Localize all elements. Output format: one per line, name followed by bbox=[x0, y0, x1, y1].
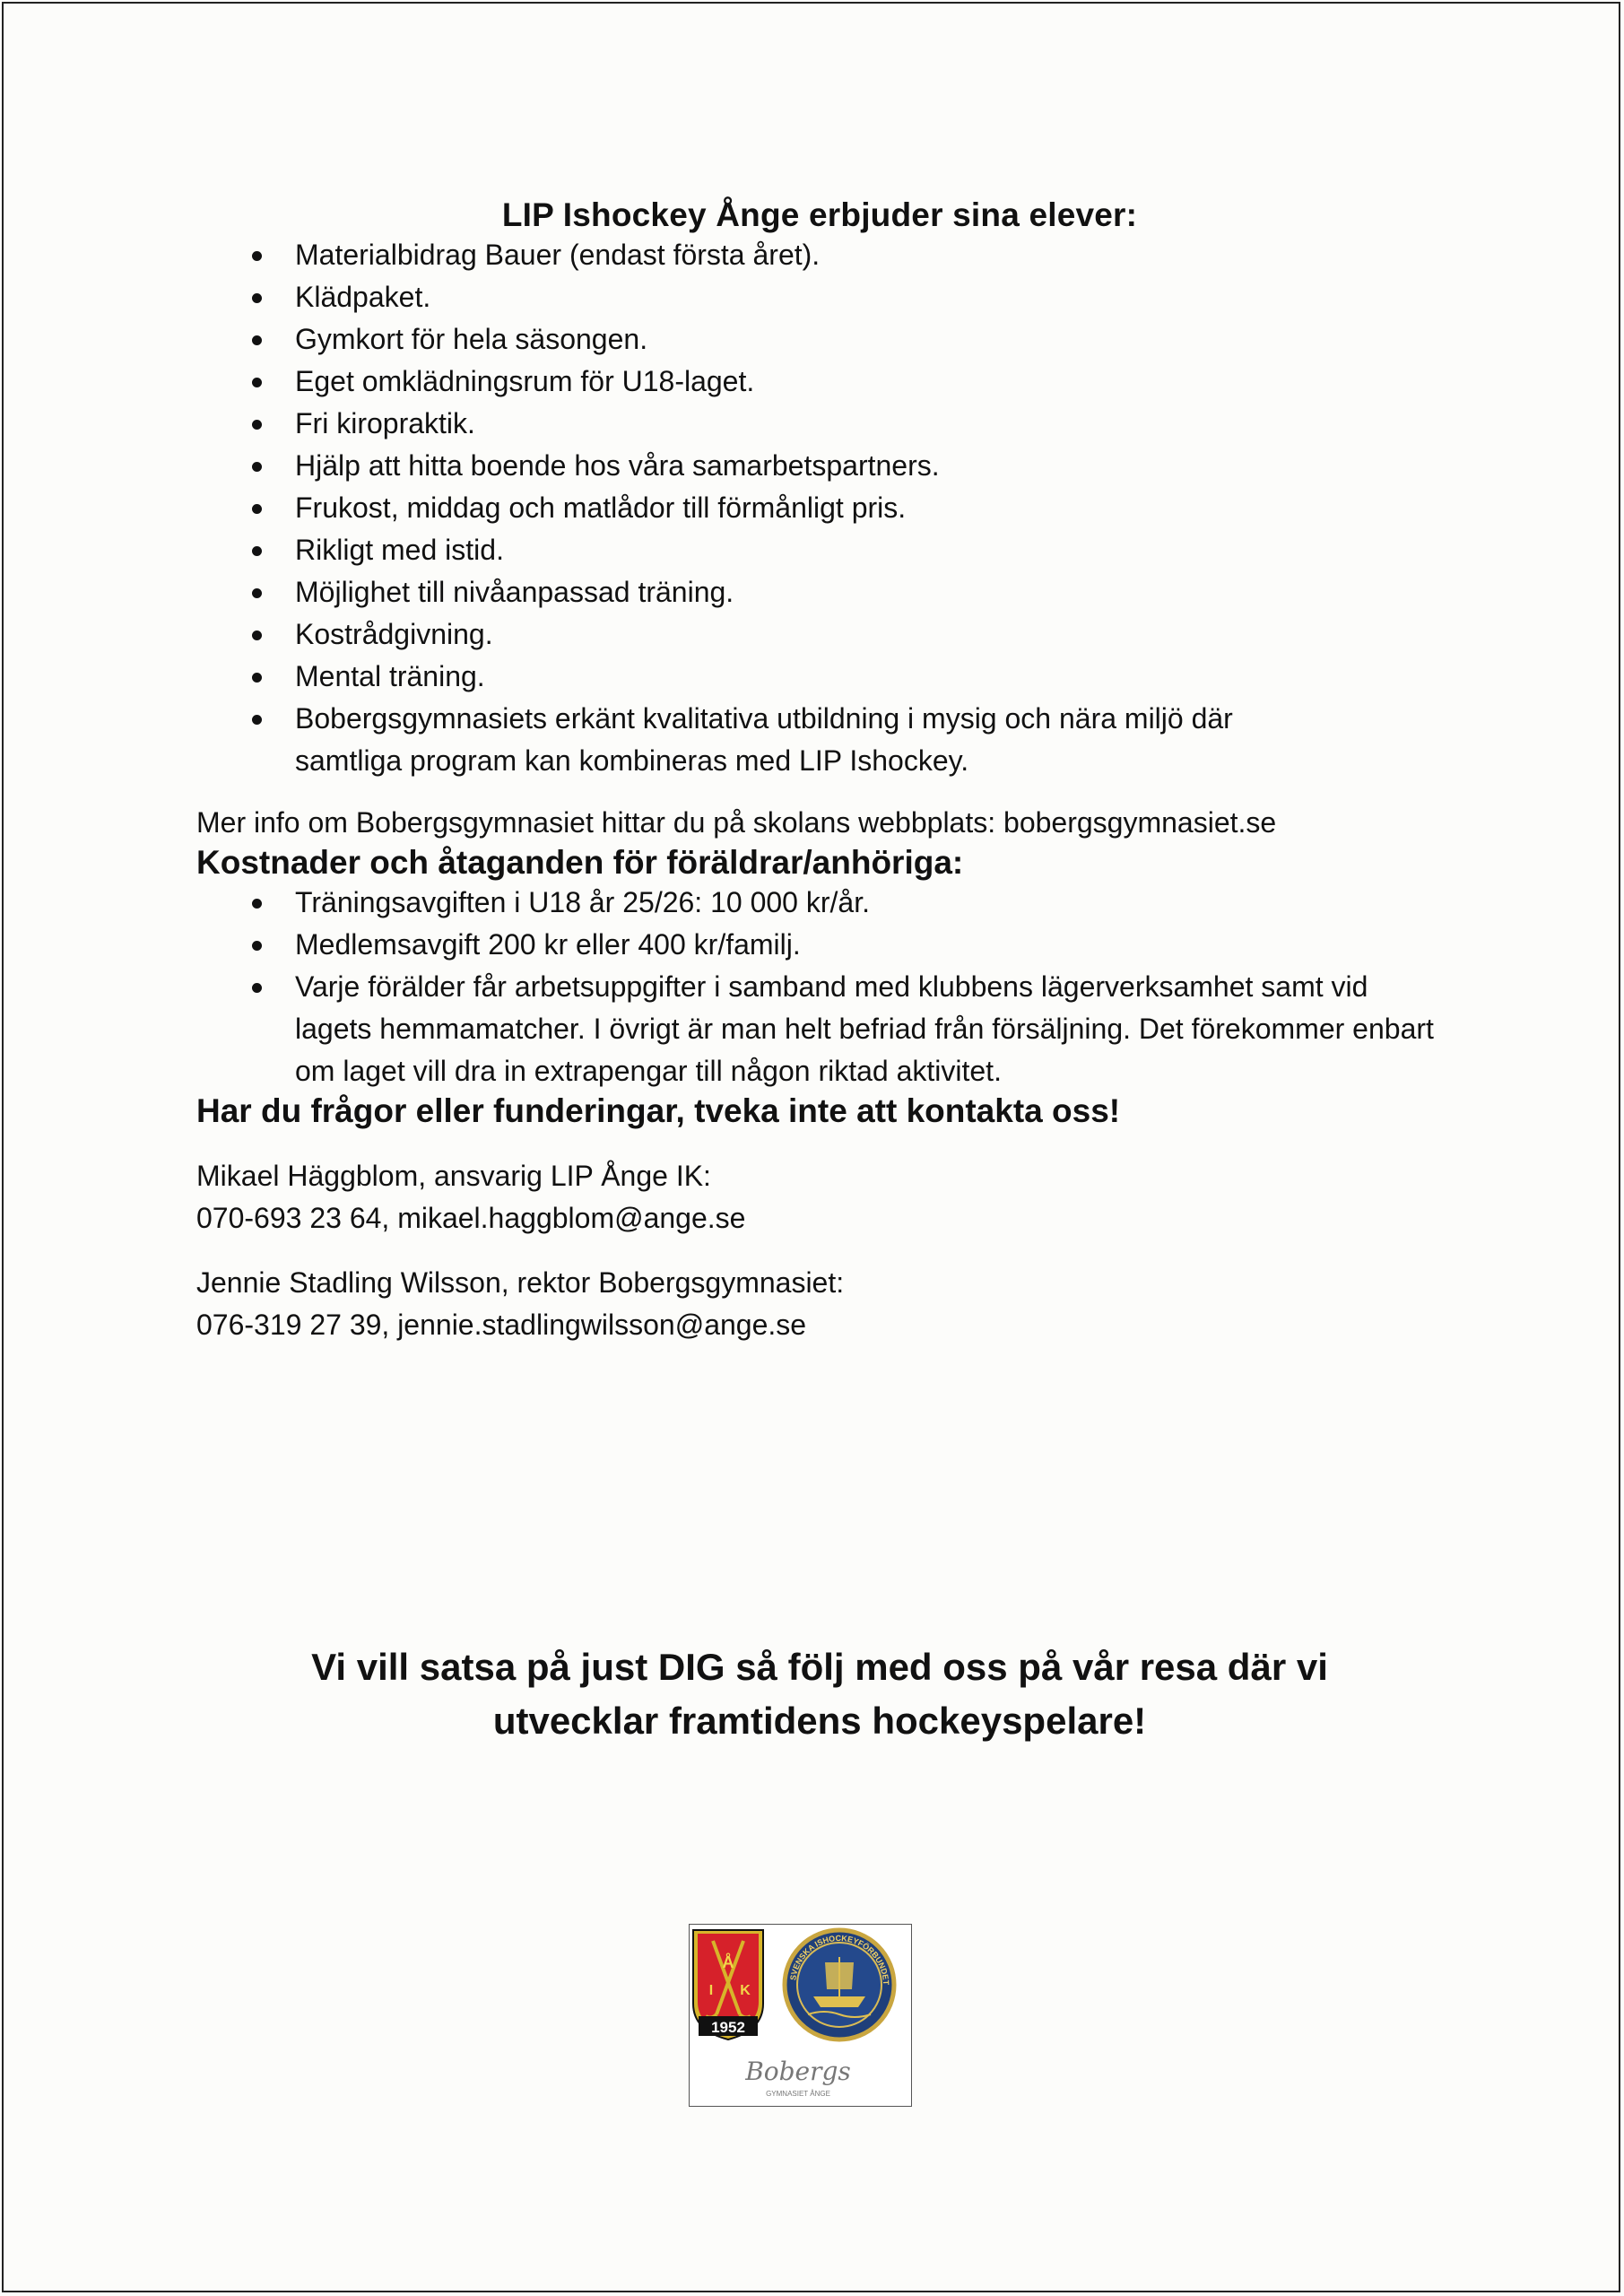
list-item: Medlemsavgift 200 kr eller 400 kr/familj. bbox=[196, 924, 1443, 966]
club-year: 1952 bbox=[711, 2019, 745, 2036]
list-item: Fri kiropraktik. bbox=[196, 403, 1443, 445]
logo-graphics bbox=[690, 1925, 910, 2105]
bullet-icon bbox=[252, 420, 262, 430]
bullet-icon bbox=[252, 335, 262, 345]
contact-1-details: 070-693 23 64, mikael.haggblom@ange.se bbox=[196, 1202, 746, 1234]
bullet-icon bbox=[252, 631, 262, 640]
bullet-icon bbox=[252, 941, 262, 951]
list-item: Rikligt med istid. bbox=[196, 529, 1443, 571]
bullet-icon bbox=[252, 378, 262, 387]
school-name: Bobergs bbox=[745, 2057, 851, 2086]
logo-panel bbox=[689, 1924, 912, 2107]
bullet-icon bbox=[252, 673, 262, 683]
list-item: Möjlighet till nivåanpassad träning. bbox=[196, 571, 1443, 613]
closing-line-1: Vi vill satsa på just DIG så följ med oss på vår resa där vi bbox=[311, 1646, 1328, 1688]
bullet-icon bbox=[252, 504, 262, 514]
contact-2-role: Jennie Stadling Wilsson, rektor Bobergsgymnasiet: bbox=[196, 1266, 845, 1299]
document-content bbox=[196, 196, 1443, 1346]
list-item: Klädpaket. bbox=[196, 276, 1443, 318]
contact-person-1 bbox=[196, 1155, 1443, 1239]
federation-text: SVENSKA ISHOCKEYFÖRBUNDET bbox=[788, 1933, 891, 1986]
club-shield-logo bbox=[693, 1930, 763, 2039]
contact-person-2 bbox=[196, 1262, 1443, 1346]
bullet-icon bbox=[252, 983, 262, 993]
document-page bbox=[2, 2, 1620, 2292]
offer-title: LIP Ishockey Ånge erbjuder sina elever: bbox=[501, 196, 1138, 233]
school-logo bbox=[744, 2057, 851, 2098]
list-item: Eget omklädningsrum för U18-laget. bbox=[196, 361, 1443, 403]
list-item: Mental träning. bbox=[196, 656, 1443, 698]
contact-1-role: Mikael Häggblom, ansvarig LIP Ånge IK: bbox=[196, 1160, 711, 1192]
list-item: Kostrådgivning. bbox=[196, 613, 1443, 656]
federation-seal-logo bbox=[785, 1930, 894, 2039]
club-letter-a: Å bbox=[722, 1953, 734, 1971]
school-info-text: Mer info om Bobergsgymnasiet hittar du på skolans webbplats: bobergsgymnasiet.se bbox=[196, 806, 1277, 839]
contact-title: Har du frågor eller funderingar, tveka inte att kontakta oss! bbox=[196, 1092, 1121, 1129]
list-item: Hjälp att hitta boende hos våra samarbetspartners. bbox=[196, 445, 1443, 487]
closing-message bbox=[196, 1640, 1443, 1748]
school-subtitle: GYMNASIET ÅNGE bbox=[766, 2090, 830, 2098]
costs-title: Kostnader och åtaganden för föräldrar/anhöriga: bbox=[196, 844, 964, 881]
bullet-icon bbox=[252, 715, 262, 725]
closing-line-2: utvecklar framtidens hockeyspelare! bbox=[492, 1700, 1147, 1742]
offer-list bbox=[196, 234, 1443, 782]
club-letter-i: I bbox=[708, 1983, 714, 1998]
bullet-icon bbox=[252, 546, 262, 556]
bullet-icon bbox=[252, 588, 262, 598]
bullet-icon bbox=[252, 251, 262, 261]
bullet-icon bbox=[252, 899, 262, 909]
list-item: Gymkort för hela säsongen. bbox=[196, 318, 1443, 361]
bullet-icon bbox=[252, 293, 262, 303]
club-letter-k: K bbox=[740, 1983, 751, 1998]
contact-2-details: 076-319 27 39, jennie.stadlingwilsson@ange.se bbox=[196, 1309, 807, 1341]
list-item: Varje förälder får arbetsuppgifter i samband med klubbens lägerverksamhet samt vid lagets hemmamatcher. I övrigt är man helt befriad från försäljning. Det förekommer enbart om laget vill dra in extrapengar till någon riktad aktivitet. bbox=[196, 966, 1443, 1092]
bullet-icon bbox=[252, 462, 262, 472]
costs-list bbox=[196, 882, 1443, 1092]
list-item: Bobergsgymnasiets erkänt kvalitativa utbildning i mysig och nära miljö där samtliga program kan kombineras med LIP Ishockey. bbox=[196, 698, 1326, 782]
list-item: Materialbidrag Bauer (endast första året). bbox=[196, 234, 1443, 276]
list-item: Träningsavgiften i U18 år 25/26: 10 000 kr/år. bbox=[196, 882, 1443, 924]
list-item: Frukost, middag och matlådor till förmånligt pris. bbox=[196, 487, 1443, 529]
